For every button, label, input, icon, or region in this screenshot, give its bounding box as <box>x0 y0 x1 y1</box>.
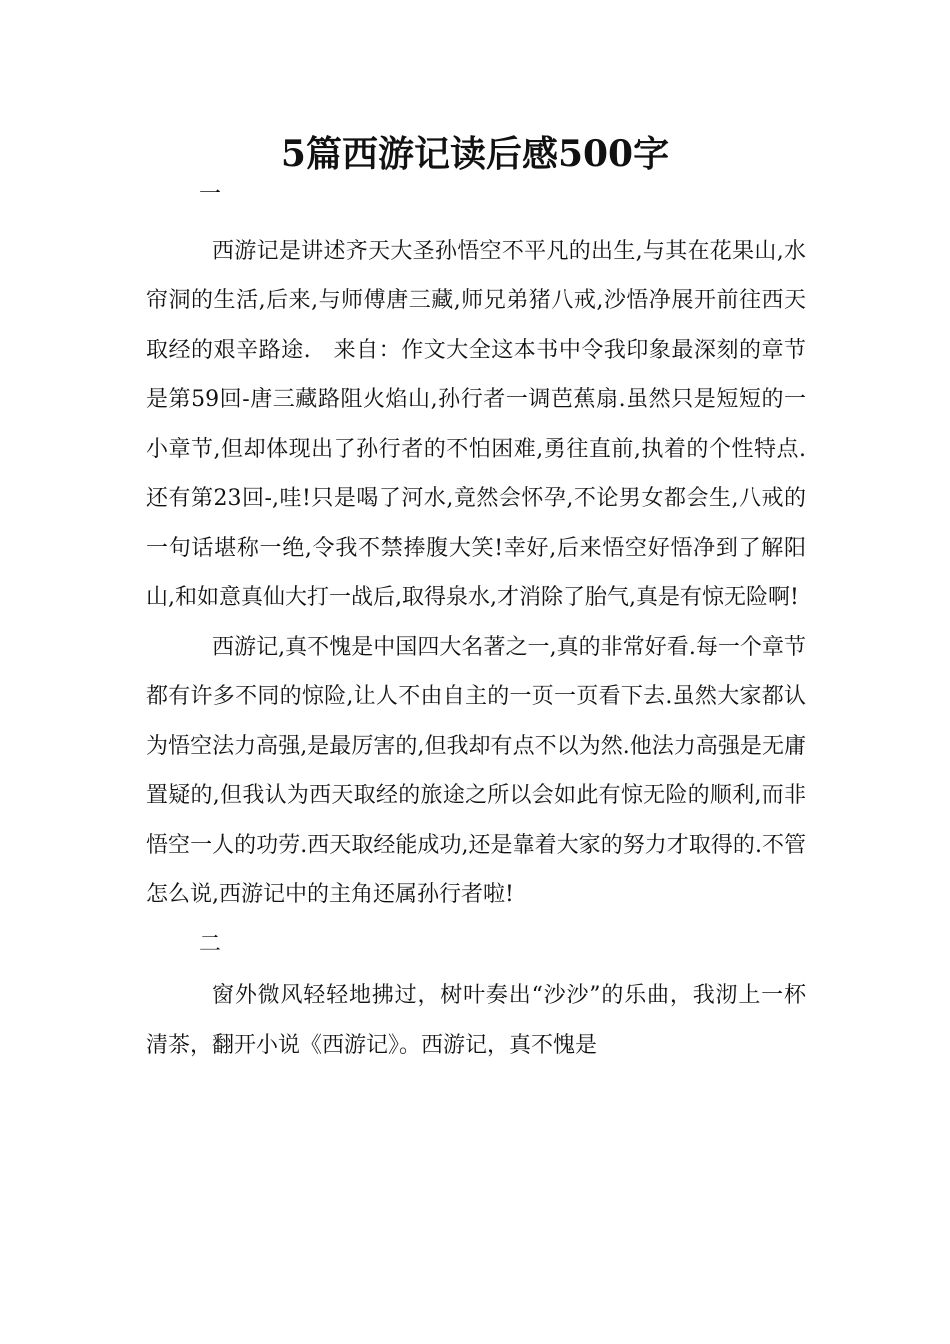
document-body <box>146 170 806 1070</box>
document-title: 5篇西游记读后感500字 <box>280 133 670 175</box>
paragraph-2: 西游记,真不愧是中国四大名著之一,真的非常好看.每一个章节都有许多不同的惊险,让人不由自主的一页一页看下去.虽然大家都认为悟空法力高强,是最厉害的,但我却有点不以为然.他法力高强是无庸置疑的,但我认为西天取经的旅途之所以会如此有惊无险的顺利,而非悟空一人的功劳.西天取经能成功,还是靠着大家的努力才取得的.不管怎么说,西游记中的主角还属孙行者啦! <box>146 634 806 907</box>
paragraph-3: 窗外微风轻轻地拂过，树叶奏出“沙沙”的乐曲，我沏上一杯清茶，翻开小说《西游记》。西游记，真不愧是 <box>146 983 806 1058</box>
section-number-1: 一 <box>199 182 222 207</box>
spacer <box>146 220 806 227</box>
section-number-2: 二 <box>199 931 222 957</box>
paragraph-1: 西游记是讲述齐天大圣孙悟空不平凡的出生,与其在花果山,水帘洞的生活,后来,与师傅唐三藏,师兄弟猪八戒,沙悟净展开前往西天取经的艰辛路途. 来自：作文大全这本书中令我印象最深刻的章节是第59回-唐三藏路阻火焰山,孙行者一调芭蕉扇.虽然只是短短的一小章节,但却体现出了孙行者的不怕困难,勇往直前,执着的个性特点.还有第23回-,哇!只是喝了河水,竟然会怀孕,不论男女都会生,八戒的一句话堪称一绝,令我不禁捧腹大笑!幸好,后来悟空好悟净到了解阳山,和如意真仙大打一战后,取得泉水,才消除了胎气,真是有惊无险啊! <box>146 238 806 610</box>
